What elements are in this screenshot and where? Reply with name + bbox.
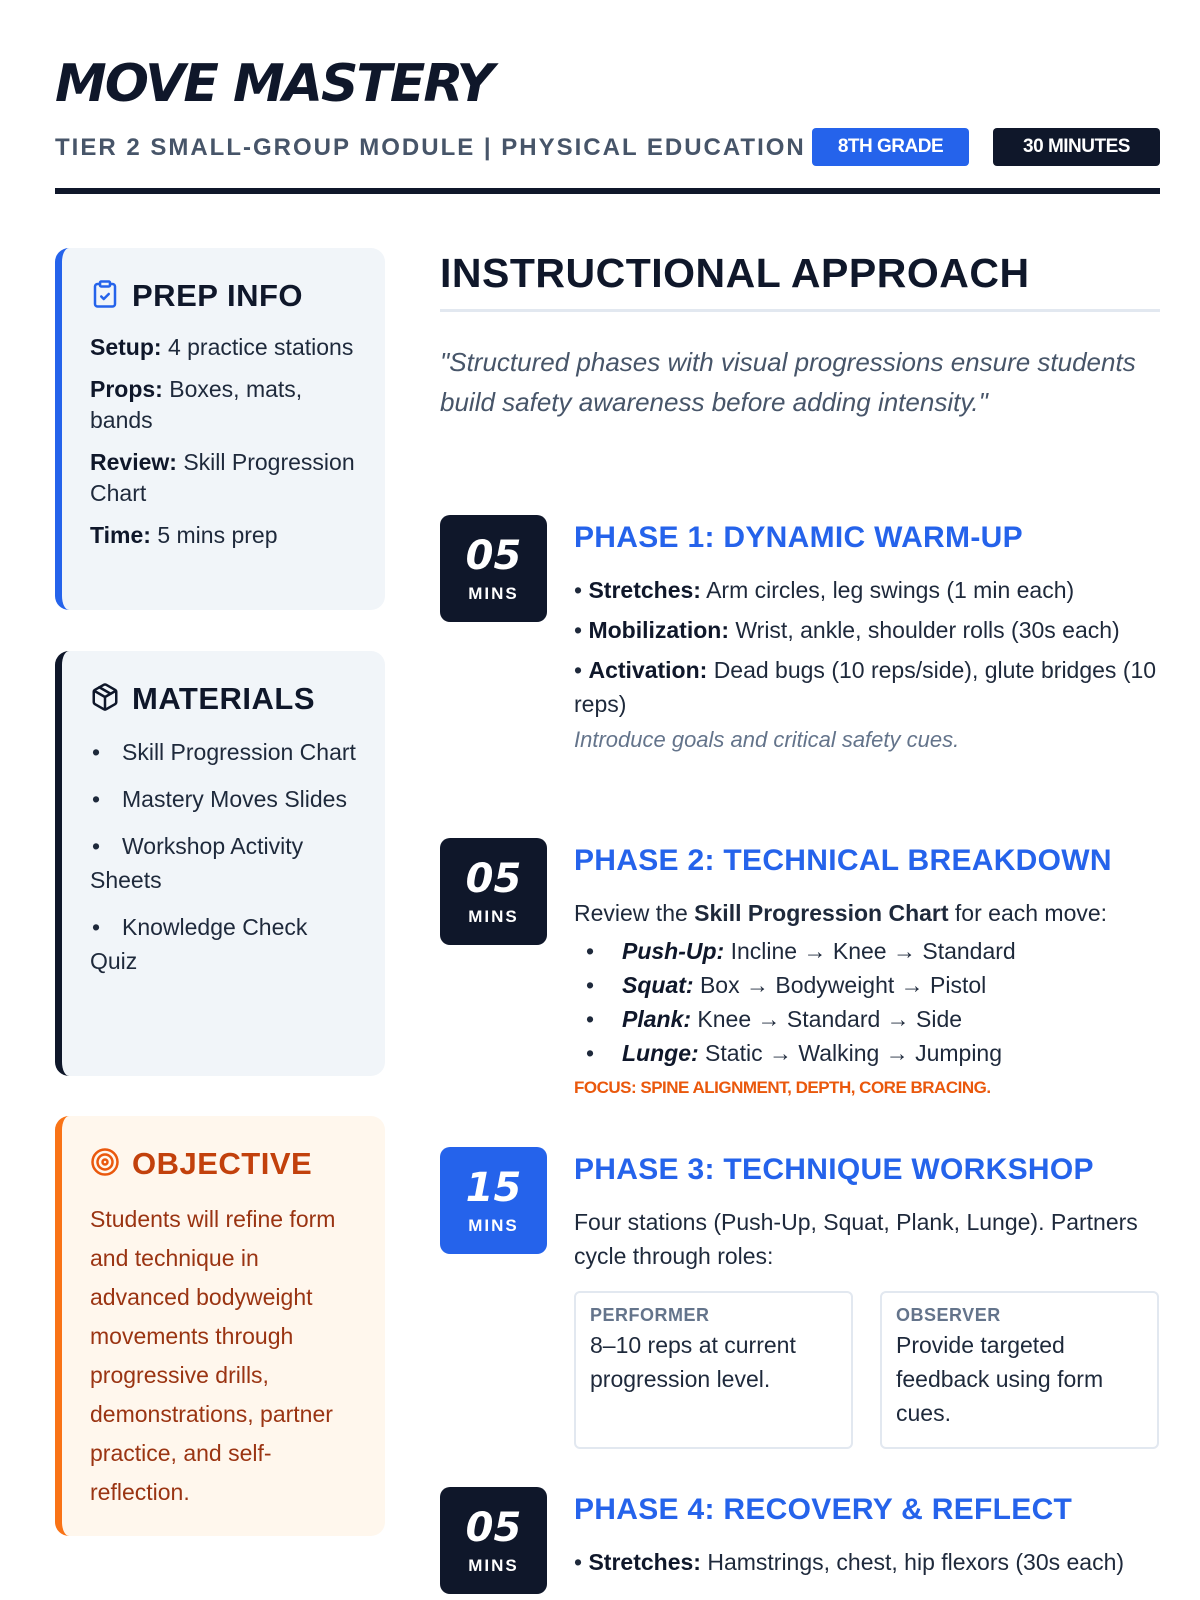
page-subtitle: TIER 2 SMALL-GROUP MODULE | PHYSICAL EDUCATION [55,134,806,161]
duration-block [440,1487,547,1594]
prep-label: Review: [90,449,177,475]
materials-list [90,735,361,978]
material-label: Mastery Moves Slides [122,786,347,812]
prep-label: Setup: [90,334,162,360]
instructional-approach-section [440,250,1160,422]
objective-title: OBJECTIVE [132,1146,313,1181]
progression-list [574,934,1160,1070]
prep-info-card [55,248,385,610]
duration-unit: MINS [468,1215,519,1235]
prep-row-review [90,447,361,509]
move-steps: Incline → Knee → Standard [730,938,1016,964]
phase-note: Introduce goals and critical safety cues. [574,727,960,752]
bullet-label: Stretches: [588,577,701,603]
intro-text: for each move: [948,900,1108,926]
duration-block [440,838,547,945]
list-item: • Squat: Box → Bodyweight → Pistol [586,972,987,998]
phase-body [574,844,1160,1098]
phase-title: PHASE 3: TECHNIQUE WORKSHOP [574,1153,1094,1186]
page-title: MOVE MASTERY [55,54,493,114]
prep-value: Boxes, mats, bands [90,376,303,433]
bullet-label: Activation: [588,657,708,683]
phase-bullet: • Activation: Dead bugs (10 reps/side), glute bridges (10 reps) [574,657,1157,717]
role-card-performer [574,1291,853,1449]
duration-unit: MINS [468,1555,519,1575]
list-item: • Push-Up: Incline → Knee → Standard [586,938,1016,964]
role-text: 8–10 reps at current progression level. [590,1332,796,1392]
move-label: Squat: [622,972,694,998]
list-item: • Skill Progression Chart [92,739,356,765]
material-label: Knowledge Check Quiz [90,914,308,974]
prep-row-props [90,374,361,436]
materials-title: MATERIALS [132,681,316,716]
duration-block [440,1147,547,1254]
section-title: INSTRUCTIONAL APPROACH [440,250,1160,312]
move-steps: Box → Bodyweight → Pistol [699,972,987,998]
prep-value: 4 practice stations [167,334,354,360]
phase-body [574,521,1160,753]
materials-card [55,651,385,1076]
prep-row-time [90,520,361,551]
phase-intro [574,896,1160,930]
objective-card [55,1116,385,1536]
subtitle-row [55,128,1160,168]
prep-label: Time: [90,522,151,548]
approach-quote: "Structured phases with visual progressions ensure students build safety awareness before adding intensity." [440,347,1136,417]
list-item: • Lunge: Static → Walking → Jumping [586,1040,1003,1066]
list-item: • Plank: Knee → Standard → Side [586,1006,963,1032]
target-icon [90,1147,120,1182]
duration-unit: MINS [468,906,519,926]
box-icon [90,682,120,717]
clipboard-check-icon [90,279,120,314]
bullet-text: Arm circles, leg swings (1 min each) [706,577,1075,603]
phase-title: PHASE 4: RECOVERY & REFLECT [574,1493,1073,1526]
list-item: • Mastery Moves Slides [92,786,347,812]
duration-number: 05 [465,855,522,902]
bullet-label: Mobilization: [588,617,729,643]
prep-value: Skill Progression Chart [90,449,355,506]
materials-header [90,681,361,717]
intro-text: Review the [574,900,695,926]
duration-number: 05 [465,532,522,579]
duration-block [440,515,547,622]
bullet-text: Dead bugs (10 reps/side), glute bridges (10 reps) [574,657,1157,717]
move-steps: Knee → Standard → Side [697,1006,963,1032]
roles-row [574,1291,1160,1449]
phase-bullet: • Stretches: Arm circles, leg swings (1 min each) [574,577,1075,603]
prep-info-title: PREP INFO [132,278,304,313]
bullet-text: Hamstrings, chest, hip flexors (30s each) [707,1549,1125,1575]
phase-title: PHASE 2: TECHNICAL BREAKDOWN [574,844,1112,877]
objective-text: Students will refine form and technique in advanced bodyweight movements through progressive drills, demonstrations, partner practice, and self-reflection. [90,1206,336,1505]
material-label: Skill Progression Chart [122,739,356,765]
prep-label: Props: [90,376,163,402]
focus-note: FOCUS: SPINE ALIGNMENT, DEPTH, CORE BRACING. [574,1078,991,1097]
role-label: OBSERVER [896,1305,1001,1325]
move-label: Plank: [622,1006,692,1032]
prep-info-header [90,278,361,314]
bullet-label: Stretches: [588,1549,701,1575]
grade-badge: 8TH GRADE [812,128,969,166]
phase-intro: Four stations (Push-Up, Squat, Plank, Lunge). Partners cycle through roles: [574,1209,1138,1269]
role-label: PERFORMER [590,1305,710,1325]
prep-value: 5 mins prep [157,522,278,548]
phase-bullet: • Mobilization: Wrist, ankle, shoulder rolls (30s each) [574,617,1120,643]
duration-unit: MINS [468,583,519,603]
list-item: • Knowledge Check Quiz [90,914,308,974]
intro-emphasis: Skill Progression Chart [694,900,949,926]
phase-title: PHASE 1: DYNAMIC WARM-UP [574,521,1023,554]
page-header [55,54,1160,161]
duration-number: 05 [465,1504,522,1551]
bullet-text: Wrist, ankle, shoulder rolls (30s each) [735,617,1120,643]
phase-bullet: • Stretches: Hamstrings, chest, hip flexors (30s each) [574,1549,1125,1575]
move-label: Lunge: [622,1040,699,1066]
duration-badge: 30 MINUTES [993,128,1160,166]
header-divider [55,188,1160,194]
duration-number: 15 [465,1164,522,1211]
objective-header [90,1146,361,1182]
move-steps: Static → Walking → Jumping [705,1040,1003,1066]
list-item: • Workshop Activity Sheets [90,833,304,893]
role-text: Provide targeted feedback using form cues. [896,1332,1104,1426]
move-label: Push-Up: [622,938,725,964]
phase-body [574,1153,1160,1449]
material-label: Workshop Activity Sheets [90,833,304,893]
phase-body [574,1493,1160,1585]
prep-row-setup [90,332,361,363]
role-card-observer [880,1291,1159,1449]
